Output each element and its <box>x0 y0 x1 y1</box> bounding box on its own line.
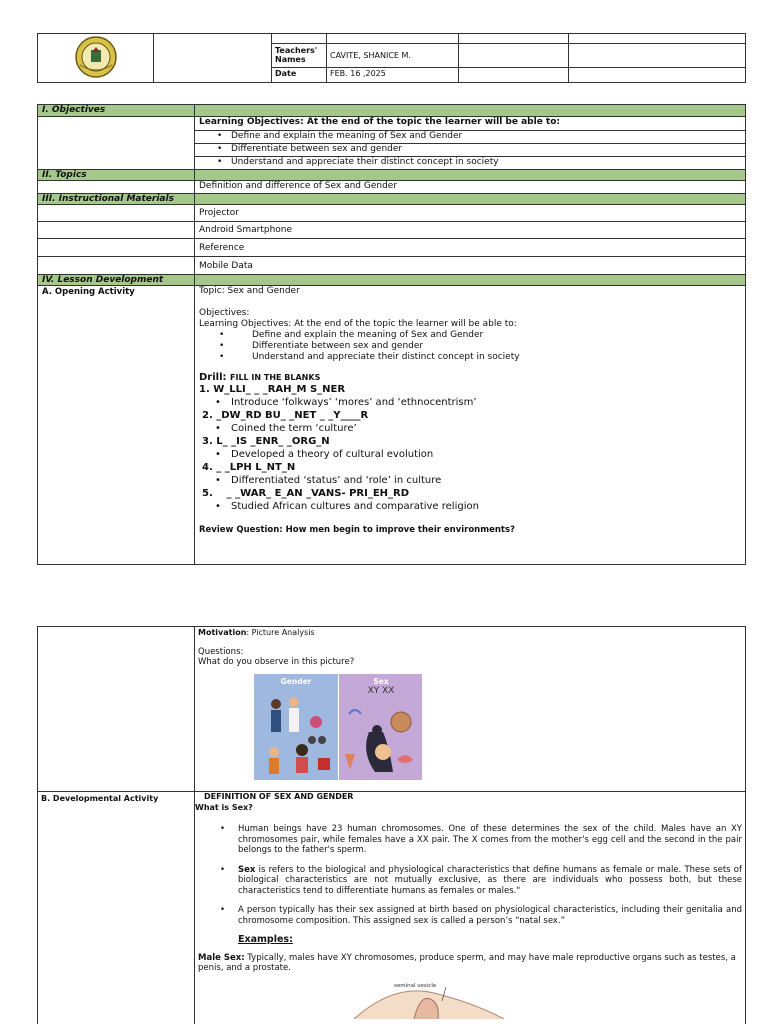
drill-item: 4. _ _LPH L_NT_N • Differentiated ‘status’ and ‘role’ in culture <box>202 462 442 486</box>
blank-cell <box>459 43 569 68</box>
objective-item: • Define and explain the meaning of Sex and Gender <box>195 131 746 144</box>
lesson-title: IV. Lesson Development <box>38 275 195 286</box>
blank-cell <box>38 627 195 792</box>
developmental-activity-label: B. Developmental Activity <box>38 792 195 1024</box>
blank-cell <box>38 222 195 239</box>
objective-item: • Understand and appreciate their distinct concept in society <box>195 157 746 170</box>
blank-cell <box>327 34 459 44</box>
blank-cell <box>38 257 195 275</box>
blank-cell <box>38 181 195 194</box>
section-bar <box>195 170 746 181</box>
topics-title: II. Topics <box>38 170 195 181</box>
reproductive-diagram-icon <box>334 979 514 1019</box>
motivation-question: What do you observe in this picture? <box>198 657 355 667</box>
opening-activity-body <box>195 286 746 565</box>
drill-item: 3. L_ _IS _ENR_ _ORG_N • Developed a theory of cultural evolution <box>202 436 434 460</box>
objectives-intro: Learning Objectives: At the end of the topic the learner will be able to: <box>195 117 746 131</box>
opening-activity-label: A. Opening Activity <box>38 286 195 565</box>
topics-value: Definition and difference of Sex and Gender <box>195 181 746 194</box>
motivation-title: Motivation: Picture Analysis <box>198 628 315 637</box>
sex-panel: Sex XY XX <box>338 674 422 780</box>
objectives-title: I. Objectives <box>38 105 195 117</box>
drill-item: 2. _DW_RD BU_ _NET _ _Y____R • Coined the term ‘culture’ <box>202 410 369 434</box>
gender-sex-picture <box>254 674 422 780</box>
lesson-plan-table-continued <box>37 626 746 1024</box>
drill-item: 5. _ _WAR_ E_AN _VANS- PRI_EH_RD • Studied African cultures and comparative religion <box>202 488 479 512</box>
material-item: Mobile Data <box>195 257 746 275</box>
topic-line: Topic: Sex and Gender <box>199 286 300 296</box>
section-bar <box>195 105 746 117</box>
blank-cell <box>569 43 746 68</box>
paragraph: • A person typically has their sex assigned at birth based on physiological characteristics, including their genitalia and chromosome composition. This assigned sex is called a person’s “natal sex.” <box>220 905 742 926</box>
seal-cell <box>38 34 154 83</box>
material-item: Reference <box>195 239 746 257</box>
review-question: Review Question: How men begin to improve their environments? <box>199 525 515 535</box>
drill-item: 1. W_LLI_ _ _RAH_M S_NER • Introduce ‘folkways’ ‘mores’ and ‘ethnocentrism’ <box>199 384 477 408</box>
date-label: Date <box>272 68 327 83</box>
objective-item: • Define and explain the meaning of Sex and Gender <box>219 330 484 340</box>
what-is-sex-heading: What is Sex? <box>195 802 253 812</box>
university-seal-icon <box>70 35 122 79</box>
blank-cell <box>154 34 272 83</box>
objectives-list <box>199 330 741 363</box>
objective-item: • Understand and appreciate their distinct concept in society <box>219 352 520 362</box>
blank-cell <box>569 68 746 83</box>
date-value: FEB. 16 ,2025 <box>327 68 459 83</box>
objective-item: • Differentiate between sex and gender <box>219 341 424 351</box>
blank-cell <box>459 34 569 44</box>
blank-cell <box>38 117 195 170</box>
family-illustration-icon <box>254 674 338 780</box>
lesson-plan-table <box>37 104 746 565</box>
seminal-vesicle-label: seminal vesicle <box>394 982 437 989</box>
teachers-value: CAVITE, SHANICE M. <box>327 43 459 68</box>
blank-cell <box>272 34 327 44</box>
blank-cell <box>38 205 195 222</box>
header-table <box>37 33 746 83</box>
blank-cell <box>459 68 569 83</box>
paragraph: • Sex is refers to the biological and physiological characteristics that define humans as female or male. These sets of biological characteristics are not mutually exclusive, as there are individuals who possess both, but these characteristics tend to differentiate humans as females or males." <box>220 864 742 896</box>
examples-heading: Examples: <box>238 934 293 945</box>
section-bar <box>195 194 746 205</box>
objectives-intro-line: Learning Objectives: At the end of the topic the learner will be able to: <box>199 319 517 329</box>
motivation-cell <box>195 627 746 792</box>
objective-item: • Differentiate between sex and gender <box>195 144 746 157</box>
teachers-label: Teachers' Names <box>272 43 327 68</box>
definition-heading: DEFINITION OF SEX AND GENDER <box>204 792 354 801</box>
drill-title: Drill: FILL IN THE BLANKS <box>199 372 321 383</box>
male-sex-paragraph: Male Sex: Typically, males have XY chromosomes, produce sperm, and may have male reproductive organs such as testes, a penis, and a prostate. <box>198 952 736 973</box>
material-item: Android Smartphone <box>195 222 746 239</box>
objectives-label: Objectives: <box>199 308 250 318</box>
material-item: Projector <box>195 205 746 222</box>
materials-title: III. Instructional Materials <box>38 194 195 205</box>
questions-label: Questions: <box>198 647 244 657</box>
blank-cell <box>38 239 195 257</box>
developmental-activity-body <box>195 792 746 1024</box>
gender-panel: Gender <box>254 674 338 780</box>
blank-cell <box>569 34 746 44</box>
paragraph: • Human beings have 23 human chromosomes. One of these determines the sex of the child. Males have an XY chromosomes pair, while females have a XX pair. The X comes from the mother's egg cell and the second in the pair belongs to the father's sperm. <box>220 824 742 855</box>
section-bar <box>195 275 746 286</box>
